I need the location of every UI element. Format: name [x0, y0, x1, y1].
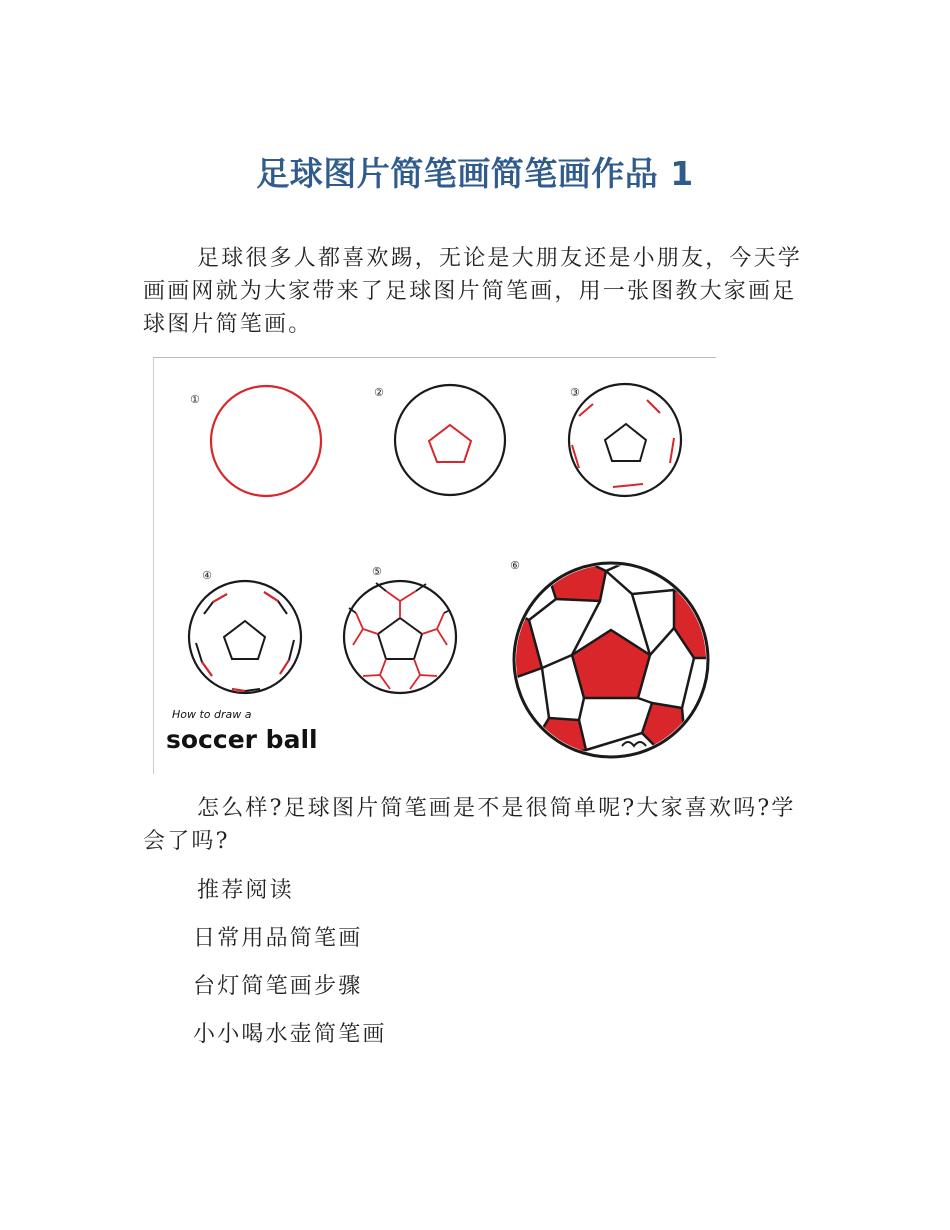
- step-number-5: ⑤: [372, 565, 382, 578]
- soccer-ball-steps-image: [153, 357, 716, 774]
- step-1-drawing: [211, 386, 321, 496]
- step-number-2: ②: [374, 386, 384, 399]
- step-4-drawing: [189, 581, 301, 693]
- steps-drawing: [154, 358, 716, 774]
- caption-line-2: soccer ball: [166, 725, 318, 754]
- recommend-link-1[interactable]: 日常用品简笔画: [193, 926, 363, 951]
- intro-paragraph: 足球很多人都喜欢踢，无论是大朋友还是小朋友，今天学画画网就为大家带来了足球图片简笔画，用一张图教大家画足球图片简笔画。: [143, 246, 803, 337]
- page-title: 足球图片简笔画简笔画作品 1: [256, 154, 694, 193]
- step-3-drawing: [569, 384, 681, 496]
- recommend-heading: 推荐阅读: [197, 878, 294, 903]
- step-6-drawing: [499, 548, 714, 758]
- step-number-4: ④: [202, 569, 212, 582]
- step-number-1: ①: [190, 393, 200, 406]
- recommend-link-3[interactable]: 小小喝水壶简笔画: [193, 1022, 387, 1047]
- step-2-drawing: [395, 385, 505, 495]
- step-number-6: ⑥: [510, 559, 520, 572]
- caption-line-1: How to draw a: [172, 708, 252, 721]
- question-paragraph: 怎么样?足球图片简笔画是不是很简单呢?大家喜欢吗?学会了吗?: [143, 796, 796, 854]
- step-5-drawing: [344, 581, 456, 693]
- recommend-link-2[interactable]: 台灯简笔画步骤: [193, 974, 363, 999]
- step-number-3: ③: [570, 386, 580, 399]
